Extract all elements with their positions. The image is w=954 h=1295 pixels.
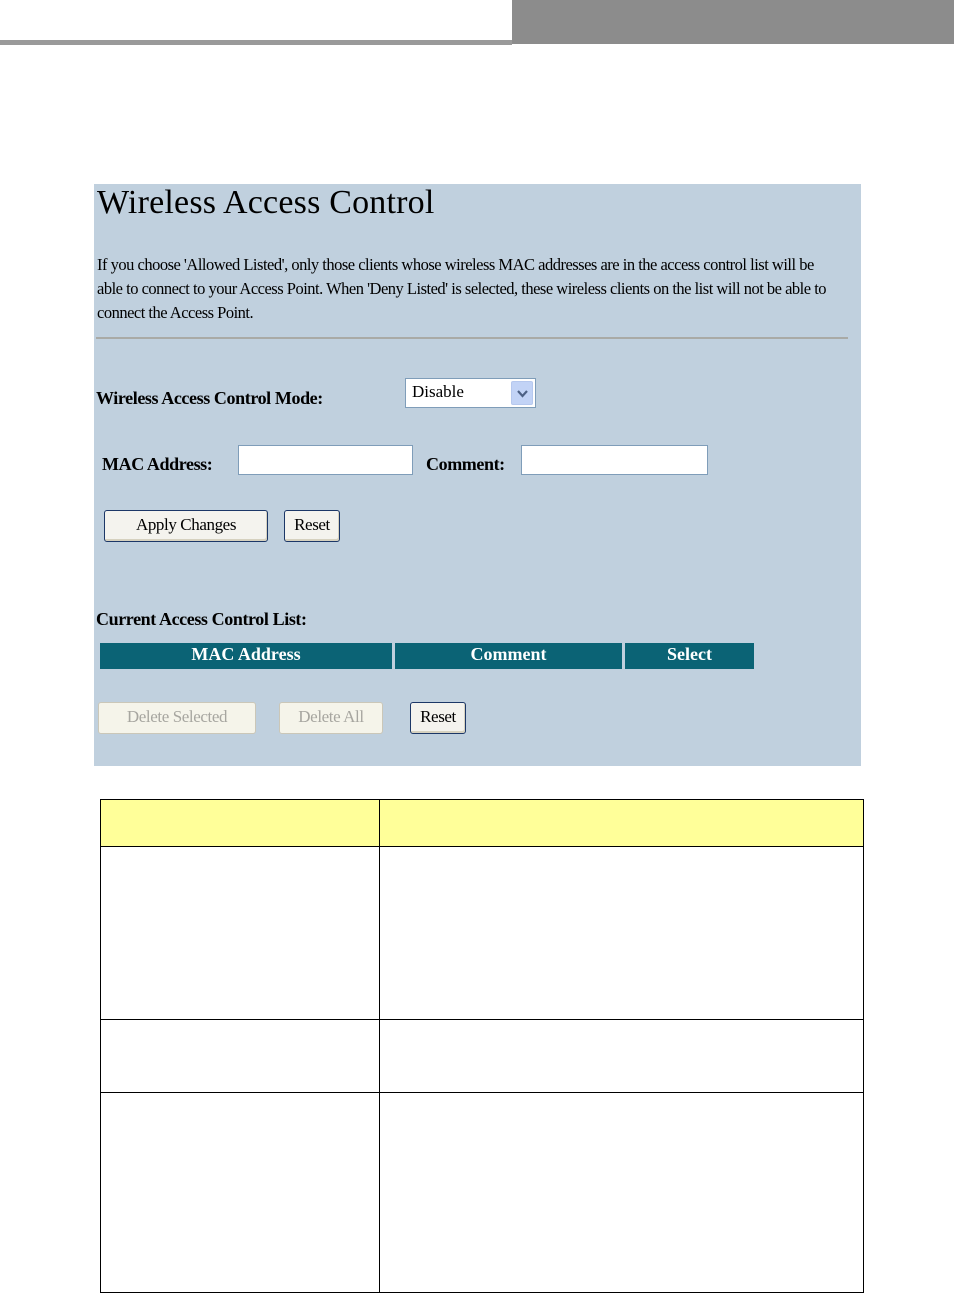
mode-select[interactable]: [405, 378, 536, 408]
table-row: [101, 1093, 864, 1293]
header-rule: [0, 40, 512, 45]
table-header-cell: [101, 800, 380, 847]
page-description: If you choose 'Allowed Listed', only those clients whose wireless MAC addresses are in the access control list will be able to connect to your Access Point. When 'Deny Listed' is selected, these wireless clients on the list will not be able to connect the Access Point.: [97, 255, 827, 322]
table-cell: [101, 847, 380, 1020]
apply-changes-button[interactable]: Apply Changes: [104, 510, 268, 542]
table-cell: [101, 1093, 380, 1293]
delete-all-button[interactable]: Delete All: [279, 702, 383, 734]
column-header-mac-address: MAC Address: [100, 643, 392, 669]
delete-selected-button[interactable]: Delete Selected: [98, 702, 256, 734]
description-table: [100, 799, 864, 1293]
access-control-list-label: Current Access Control List:: [96, 609, 307, 629]
table-row: [101, 847, 864, 1020]
mac-address-input[interactable]: [238, 445, 413, 475]
table-header-row: [101, 800, 864, 847]
table-row: [101, 1020, 864, 1093]
comment-label: Comment:: [426, 454, 505, 474]
mac-address-label: MAC Address:: [102, 454, 213, 474]
table-header-cell: [380, 800, 864, 847]
chevron-down-icon[interactable]: [511, 381, 533, 405]
reset-button[interactable]: Reset: [284, 510, 340, 542]
divider: [96, 337, 848, 339]
header-block: [512, 0, 954, 44]
mode-selected-value: Disable: [412, 382, 464, 401]
list-reset-button[interactable]: Reset: [410, 702, 466, 734]
page-title: Wireless Access Control: [97, 184, 435, 221]
mode-label: Wireless Access Control Mode:: [96, 388, 323, 408]
table-cell: [380, 1093, 864, 1293]
column-header-comment: Comment: [395, 643, 622, 669]
access-control-panel: [94, 184, 861, 766]
comment-input[interactable]: [521, 445, 708, 475]
column-header-select: Select: [625, 643, 754, 669]
table-cell: [101, 1020, 380, 1093]
table-cell: [380, 847, 864, 1020]
table-cell: [380, 1020, 864, 1093]
